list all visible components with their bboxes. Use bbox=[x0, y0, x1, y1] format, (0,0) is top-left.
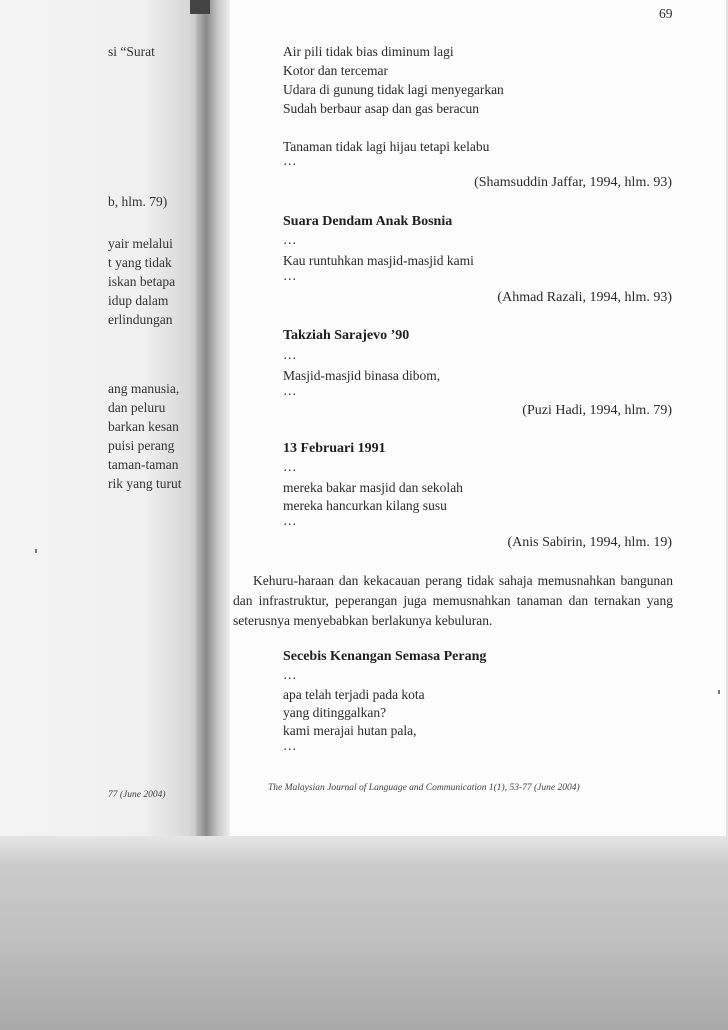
gutter-dark-corner bbox=[190, 0, 210, 14]
citation: (Anis Sabirin, 1994, hlm. 19) bbox=[507, 535, 672, 550]
poem-line: Kau runtuhkan masjid-masjid kami bbox=[283, 253, 474, 268]
citation: (Puzi Hadi, 1994, hlm. 79) bbox=[522, 403, 672, 418]
poem-title: Suara Dendam Anak Bosnia bbox=[283, 214, 453, 229]
poem-title: Secebis Kenangan Semasa Perang bbox=[283, 649, 487, 664]
left-fragment: t yang tidak bbox=[108, 255, 172, 270]
scan-speck bbox=[718, 690, 720, 694]
poem-ellipsis: … bbox=[283, 738, 297, 753]
left-fragment: yair melalui bbox=[108, 236, 173, 251]
poem-line: Air pili tidak bias diminum lagi bbox=[283, 44, 454, 59]
poem-line: apa telah terjadi pada kota bbox=[283, 687, 425, 702]
left-fragment: b, hlm. 79) bbox=[108, 194, 168, 209]
citation: (Shamsuddin Jaffar, 1994, hlm. 93) bbox=[474, 175, 672, 190]
poem-line: Sudah berbaur asap dan gas beracun bbox=[283, 101, 480, 116]
citation: (Ahmad Razali, 1994, hlm. 93) bbox=[497, 290, 672, 305]
poem-ellipsis: … bbox=[283, 667, 297, 682]
poem-line: Tanaman tidak lagi hijau tetapi kelabu bbox=[283, 139, 490, 154]
body-paragraph: Kehuru-haraan dan kekacauan perang tidak sahaja memusnahkan bangunan dan infrastruktur, peperangan juga memusnahkan tanaman dan ternakan yang seterusnya menyebabkan berlakunya kebuluran. bbox=[233, 573, 673, 628]
poem-line: Kotor dan tercemar bbox=[283, 63, 388, 78]
poem-line: mereka hancurkan kilang susu bbox=[283, 498, 447, 513]
left-fragment: ang manusia, bbox=[108, 381, 180, 396]
left-fragment: si “Surat bbox=[108, 44, 155, 59]
left-fragment: barkan kesan bbox=[108, 419, 179, 434]
poem-line: yang ditinggalkan? bbox=[283, 705, 387, 720]
poem-ellipsis: … bbox=[283, 268, 297, 283]
page-number: 69 bbox=[659, 6, 673, 21]
poem-ellipsis: … bbox=[283, 383, 297, 398]
poem-ellipsis: … bbox=[283, 513, 297, 528]
poem-line: Udara di gunung tidak lagi menyegarkan bbox=[283, 82, 504, 97]
poem-ellipsis: … bbox=[283, 153, 297, 168]
poem-line: kami merajai hutan pala, bbox=[283, 723, 417, 738]
poem-title: Takziah Sarajevo ’90 bbox=[283, 328, 410, 343]
poem-line: mereka bakar masjid dan sekolah bbox=[283, 480, 463, 495]
left-fragment: puisi perang bbox=[108, 438, 175, 453]
left-fragment: iskan betapa bbox=[108, 274, 176, 289]
book-gutter-shadow bbox=[196, 0, 230, 840]
left-fragment: dan peluru bbox=[108, 400, 166, 415]
left-fragment: idup dalam bbox=[108, 293, 169, 308]
poem-ellipsis: … bbox=[283, 459, 297, 474]
scanner-bottom-shade bbox=[0, 836, 728, 866]
poem-title: 13 Februari 1991 bbox=[283, 441, 386, 456]
scan-speck bbox=[35, 549, 37, 553]
poem-ellipsis: … bbox=[283, 232, 297, 247]
left-fragment: rik yang turut bbox=[108, 476, 182, 491]
poem-ellipsis: … bbox=[283, 347, 297, 362]
left-page-footer: 77 (June 2004) bbox=[108, 790, 166, 800]
left-fragment: taman-taman bbox=[108, 457, 179, 472]
left-fragment: erlindungan bbox=[108, 312, 173, 327]
poem-line: Masjid-masjid binasa dibom, bbox=[283, 368, 441, 383]
journal-footer: The Malaysian Journal of Language and Communication 1(1), 53-77 (June 2004) bbox=[268, 783, 580, 793]
